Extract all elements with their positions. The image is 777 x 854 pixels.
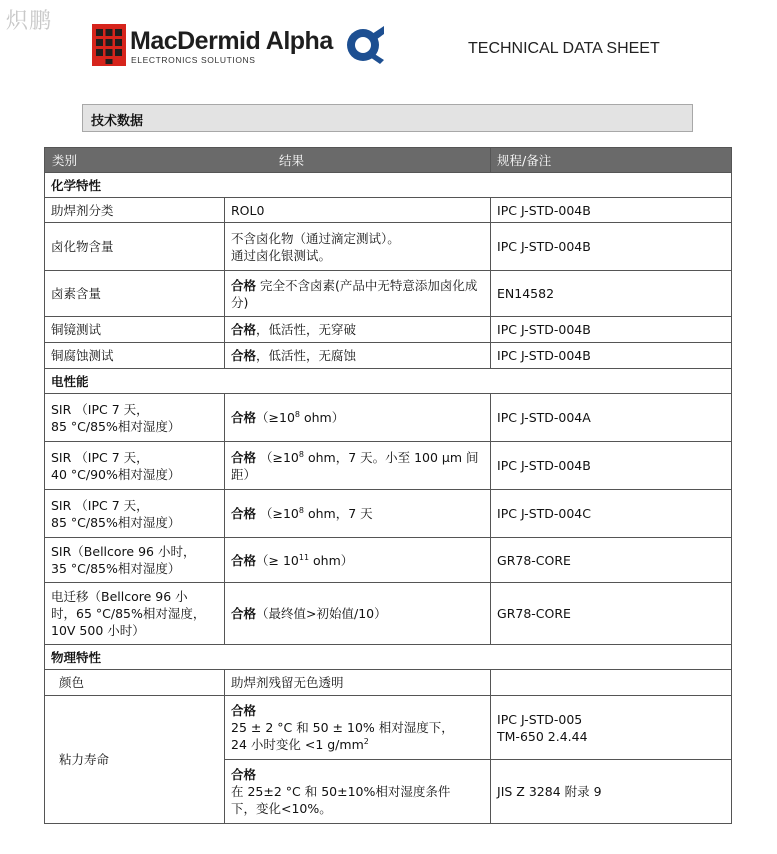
row-label: 颜色 xyxy=(45,670,225,696)
group-row-physical xyxy=(45,645,732,670)
pass-label: 合格 xyxy=(231,449,257,465)
row-spec: IPC J-STD-004B xyxy=(491,317,732,343)
result-text: ，低活性，无穿破 xyxy=(256,322,357,337)
table-row xyxy=(45,490,732,538)
result-text: （≥ 10 xyxy=(256,552,299,568)
row-spec: GR78-CORE xyxy=(491,583,732,645)
result-text: （最终值>初始值/10） xyxy=(256,606,387,621)
result-line: 在 25±2 °C 和 50±10%相对湿度条件 xyxy=(231,784,451,799)
label-line: SIR （IPC 7 天， xyxy=(51,401,149,417)
label-line: SIR（Bellcore 96 小时， xyxy=(51,544,196,559)
result-text: ohm） xyxy=(309,552,354,568)
result-text: （≥10 xyxy=(256,506,299,521)
row-spec: IPC J-STD-004A xyxy=(491,394,732,442)
table-row xyxy=(45,442,732,490)
label-line: 85 °C/85%相对湿度） xyxy=(51,418,181,434)
header-result: 结果 xyxy=(279,152,305,168)
label-line: 电迁移（Bellcore 96 小 xyxy=(51,589,188,604)
table-row xyxy=(45,317,732,343)
group-row-electrical xyxy=(45,369,732,394)
row-result xyxy=(225,317,491,343)
row-result xyxy=(225,760,491,824)
exponent: 8 xyxy=(298,449,304,459)
table-row xyxy=(45,223,732,271)
table-row xyxy=(45,198,732,223)
result-text: 完全不含卤素(产品中无特意添加卤化成分) xyxy=(231,277,478,310)
group-row-chemical xyxy=(45,173,732,198)
group-label: 化学特性 xyxy=(45,173,732,198)
row-result xyxy=(225,583,491,645)
table-row xyxy=(45,583,732,645)
table-row xyxy=(45,538,732,583)
macdermid-grid-icon xyxy=(92,24,126,66)
row-spec: IPC J-STD-004B xyxy=(491,343,732,369)
row-label: 卤化物含量 xyxy=(45,223,225,271)
row-label: 卤素含量 xyxy=(45,271,225,317)
label-line: 40 °C/90%相对湿度） xyxy=(51,466,181,482)
row-result xyxy=(225,442,491,490)
row-result xyxy=(225,490,491,538)
label-line: 10V 500 小时） xyxy=(51,623,145,638)
table-row xyxy=(45,670,732,696)
technical-data-table xyxy=(44,147,732,824)
row-spec: IPC J-STD-004B xyxy=(491,223,732,271)
result-text: ohm，7 天 xyxy=(303,506,373,521)
pass-label: 合格 xyxy=(231,277,257,293)
brand-tagline: ELECTRONICS SOLUTIONS xyxy=(131,55,256,65)
row-spec: JIS Z 3284 附录 9 xyxy=(491,760,732,824)
brand-name: MacDermid Alpha xyxy=(130,27,333,55)
row-label xyxy=(45,583,225,645)
row-result xyxy=(225,343,491,369)
label-line: 35 °C/85%相对湿度） xyxy=(51,561,181,576)
label-line: SIR （IPC 7 天， xyxy=(51,497,149,513)
row-spec xyxy=(491,670,732,696)
row-label xyxy=(45,442,225,490)
row-spec: IPC J-STD-004B xyxy=(491,442,732,490)
spec-line: IPC J-STD-005 xyxy=(497,711,583,727)
row-result: ROL0 xyxy=(225,198,491,223)
result-line: 25 ± 2 °C 和 50 ± 10% 相对湿度下， xyxy=(231,720,454,735)
spec-line: TM-650 2.4.44 xyxy=(497,728,588,744)
table-header-row xyxy=(45,148,732,173)
pass-label: 合格 xyxy=(231,552,257,568)
row-label: 铜腐蚀测试 xyxy=(45,343,225,369)
result-line: 通过卤化银测试。 xyxy=(231,247,332,263)
section-title: 技术数据 xyxy=(91,114,144,129)
row-spec: IPC J-STD-004B xyxy=(491,198,732,223)
label-line: 时，65 °C/85%相对湿度， xyxy=(51,606,206,621)
row-label: 粘力寿命 xyxy=(45,696,225,824)
section-header xyxy=(82,104,693,132)
row-spec: GR78-CORE xyxy=(491,538,732,583)
pass-label: 合格 xyxy=(231,767,257,782)
exponent: 8 xyxy=(298,505,304,515)
result-text: （≥10 xyxy=(256,449,299,465)
pass-label: 合格 xyxy=(231,348,257,363)
pass-label: 合格 xyxy=(231,322,257,337)
row-spec xyxy=(491,696,732,760)
result-text: （≥10 xyxy=(256,410,295,425)
pass-label: 合格 xyxy=(231,410,257,425)
exponent: 2 xyxy=(363,736,369,746)
row-spec: EN14582 xyxy=(491,271,732,317)
table-row xyxy=(45,394,732,442)
result-line: 24 小时变化 <1 g/mm xyxy=(231,737,364,752)
row-result xyxy=(225,271,491,317)
document-type-title: TECHNICAL DATA SHEET xyxy=(468,40,660,57)
row-label xyxy=(45,394,225,442)
result-line: 下，变化<10%。 xyxy=(231,801,332,816)
table-row xyxy=(45,696,732,760)
group-label: 电性能 xyxy=(45,369,732,394)
pass-label: 合格 xyxy=(231,606,257,621)
pass-label: 合格 xyxy=(231,703,257,718)
result-text: ，低活性，无腐蚀 xyxy=(256,348,357,363)
row-result: 助焊剂残留无色透明 xyxy=(225,670,491,696)
header-category: 类别 xyxy=(52,152,78,168)
table-row xyxy=(45,343,732,369)
label-line: SIR （IPC 7 天， xyxy=(51,449,149,465)
label-line: 85 °C/85%相对湿度） xyxy=(51,514,181,530)
group-label: 物理特性 xyxy=(45,645,732,670)
exponent: 11 xyxy=(298,552,310,562)
result-line: 不含卤化物（通过滴定测试）。 xyxy=(231,230,400,246)
row-result xyxy=(225,696,491,760)
row-result xyxy=(225,538,491,583)
row-result xyxy=(225,223,491,271)
table-row xyxy=(45,271,732,317)
row-result xyxy=(225,394,491,442)
alpha-symbol-icon xyxy=(344,24,386,64)
header-spec: 规程/备注 xyxy=(491,148,732,173)
row-spec: IPC J-STD-004C xyxy=(491,490,732,538)
result-text: ohm） xyxy=(300,410,345,425)
pass-label: 合格 xyxy=(231,506,257,521)
watermark: 炽鹏 xyxy=(6,9,53,34)
row-label xyxy=(45,490,225,538)
exponent: 8 xyxy=(294,409,300,419)
row-label: 助焊剂分类 xyxy=(45,198,225,223)
row-label xyxy=(45,538,225,583)
row-label: 铜镜测试 xyxy=(45,317,225,343)
result-text: ohm，7 天。小至 100 μm 间距） xyxy=(231,449,479,482)
